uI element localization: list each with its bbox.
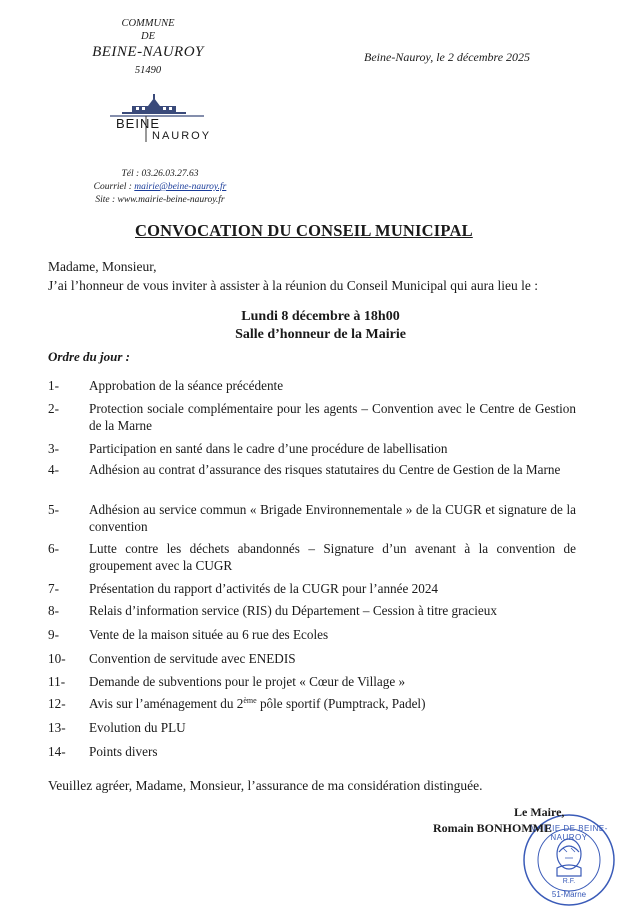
agenda-item bbox=[48, 743, 576, 760]
agenda-item-number: 8- bbox=[48, 603, 59, 618]
agenda-item bbox=[48, 540, 576, 574]
agenda-item-text-part: Avis sur l’aménagement du 2 bbox=[89, 696, 244, 711]
signature-role: Le Maire, bbox=[514, 805, 565, 819]
agenda-item-number: 4- bbox=[48, 462, 59, 477]
agenda-item-number: 3- bbox=[48, 441, 59, 456]
email-label: Courriel : bbox=[93, 182, 135, 192]
agenda-item bbox=[48, 626, 576, 643]
agenda-item bbox=[48, 650, 576, 667]
agenda-item-text: Présentation du rapport d’activités de la CUGR pour l’année 2024 bbox=[89, 581, 439, 596]
page-title: CONVOCATION DU CONSEIL MUNICIPAL bbox=[135, 221, 473, 240]
town-name: BEINE-NAUROY bbox=[92, 44, 204, 60]
agenda-item-text: Participation en santé dans le cadre d’une procédure de labellisation bbox=[89, 441, 448, 456]
agenda-item-number: 13- bbox=[48, 720, 66, 735]
logo-text-bottom: NAUROY bbox=[152, 130, 212, 142]
salutation: Madame, Monsieur, bbox=[48, 259, 157, 274]
de-label: DE bbox=[141, 31, 155, 42]
agenda-item-number: 6- bbox=[48, 541, 59, 556]
agenda-item-number: 12- bbox=[48, 696, 66, 711]
agenda-item-number: 1- bbox=[48, 378, 59, 393]
agenda-item bbox=[48, 501, 576, 535]
agenda-item bbox=[48, 580, 576, 597]
agenda-item-number: 9- bbox=[48, 627, 59, 642]
agenda-item-number: 14- bbox=[48, 744, 66, 759]
agenda-item-text bbox=[89, 695, 576, 712]
site-line: Site : www.mairie-beine-nauroy.fr bbox=[95, 195, 225, 205]
email-link[interactable]: mairie@beine-nauroy.fr bbox=[134, 182, 227, 192]
agenda-item-text: Evolution du PLU bbox=[89, 720, 186, 735]
postal-code: 51490 bbox=[134, 65, 162, 76]
logo-text-top: BEINE bbox=[116, 116, 161, 131]
town-logo bbox=[102, 92, 212, 152]
agenda-item-number: 10- bbox=[48, 651, 66, 666]
agenda-item-text: Demande de subventions pour le projet « Cœur de Village » bbox=[89, 674, 406, 689]
agenda-item-text-part: pôle sportif (Pumptrack, Padel) bbox=[256, 696, 426, 711]
agenda-item bbox=[48, 673, 576, 690]
stamp-text-mid: R.F. bbox=[562, 878, 576, 885]
agenda-item bbox=[48, 400, 576, 434]
place-date: Beine-Nauroy, le 2 décembre 2025 bbox=[364, 50, 531, 64]
agenda-item-text: Adhésion au contrat d’assurance des risques statutaires du Centre de Gestion de la Marne bbox=[89, 462, 561, 477]
stamp-text-top: MAIRIE DE BEINE-NAUROY bbox=[530, 824, 608, 842]
agenda-item-text: Lutte contre les déchets abandonnés – Signature d’un avenant à la convention de groupement avec la CUGR bbox=[89, 541, 576, 573]
agenda-item-number: 7- bbox=[48, 581, 59, 596]
phone-line: Tél : 03.26.03.27.63 bbox=[121, 169, 199, 179]
agenda-item-text: Vente de la maison située au 6 rue des Ecoles bbox=[89, 627, 329, 642]
commune-label: COMMUNE bbox=[121, 18, 175, 29]
agenda-item bbox=[48, 719, 576, 736]
agenda-item bbox=[48, 695, 576, 712]
intro-text: J’ai l’honneur de vous inviter à assister à la réunion du Conseil Municipal qui aura lieu le : bbox=[48, 278, 539, 293]
stamp-text-bottom: 51-Marne bbox=[551, 890, 587, 899]
agenda-item-text: Convention de servitude avec ENEDIS bbox=[89, 651, 296, 666]
email-line bbox=[60, 181, 260, 194]
agenda-item-number: 5- bbox=[48, 502, 59, 517]
agenda-item bbox=[48, 602, 576, 619]
agenda-item-text: Protection sociale complémentaire pour les agents – Convention avec le Centre de Gestion de la Marne bbox=[89, 401, 576, 433]
agenda-item-superscript: ème bbox=[243, 696, 257, 705]
agenda-item-text: Approbation de la séance précédente bbox=[89, 378, 284, 393]
agenda-item-number: 2- bbox=[48, 401, 59, 416]
closing-text: Veuillez agréer, Madame, Monsieur, l’assurance de ma considération distinguée. bbox=[48, 778, 483, 793]
agenda-item-text: Points divers bbox=[89, 744, 158, 759]
meeting-location: Salle d’honneur de la Mairie bbox=[235, 327, 406, 342]
agenda-title: Ordre du jour : bbox=[48, 349, 130, 364]
agenda-item-text: Adhésion au service commun « Brigade Environnementale » de la CUGR et signature de la convention bbox=[89, 502, 576, 534]
signature-name: Romain BONHOMME bbox=[433, 821, 552, 835]
agenda-item-text: Relais d’information service (RIS) du Département – Cession à titre gracieux bbox=[89, 603, 497, 618]
agenda-item bbox=[48, 440, 576, 457]
agenda-item bbox=[48, 377, 576, 394]
meeting-date-time: Lundi 8 décembre à 18h00 bbox=[241, 309, 400, 324]
agenda-item-number: 11- bbox=[48, 674, 66, 689]
agenda-item bbox=[48, 461, 576, 478]
